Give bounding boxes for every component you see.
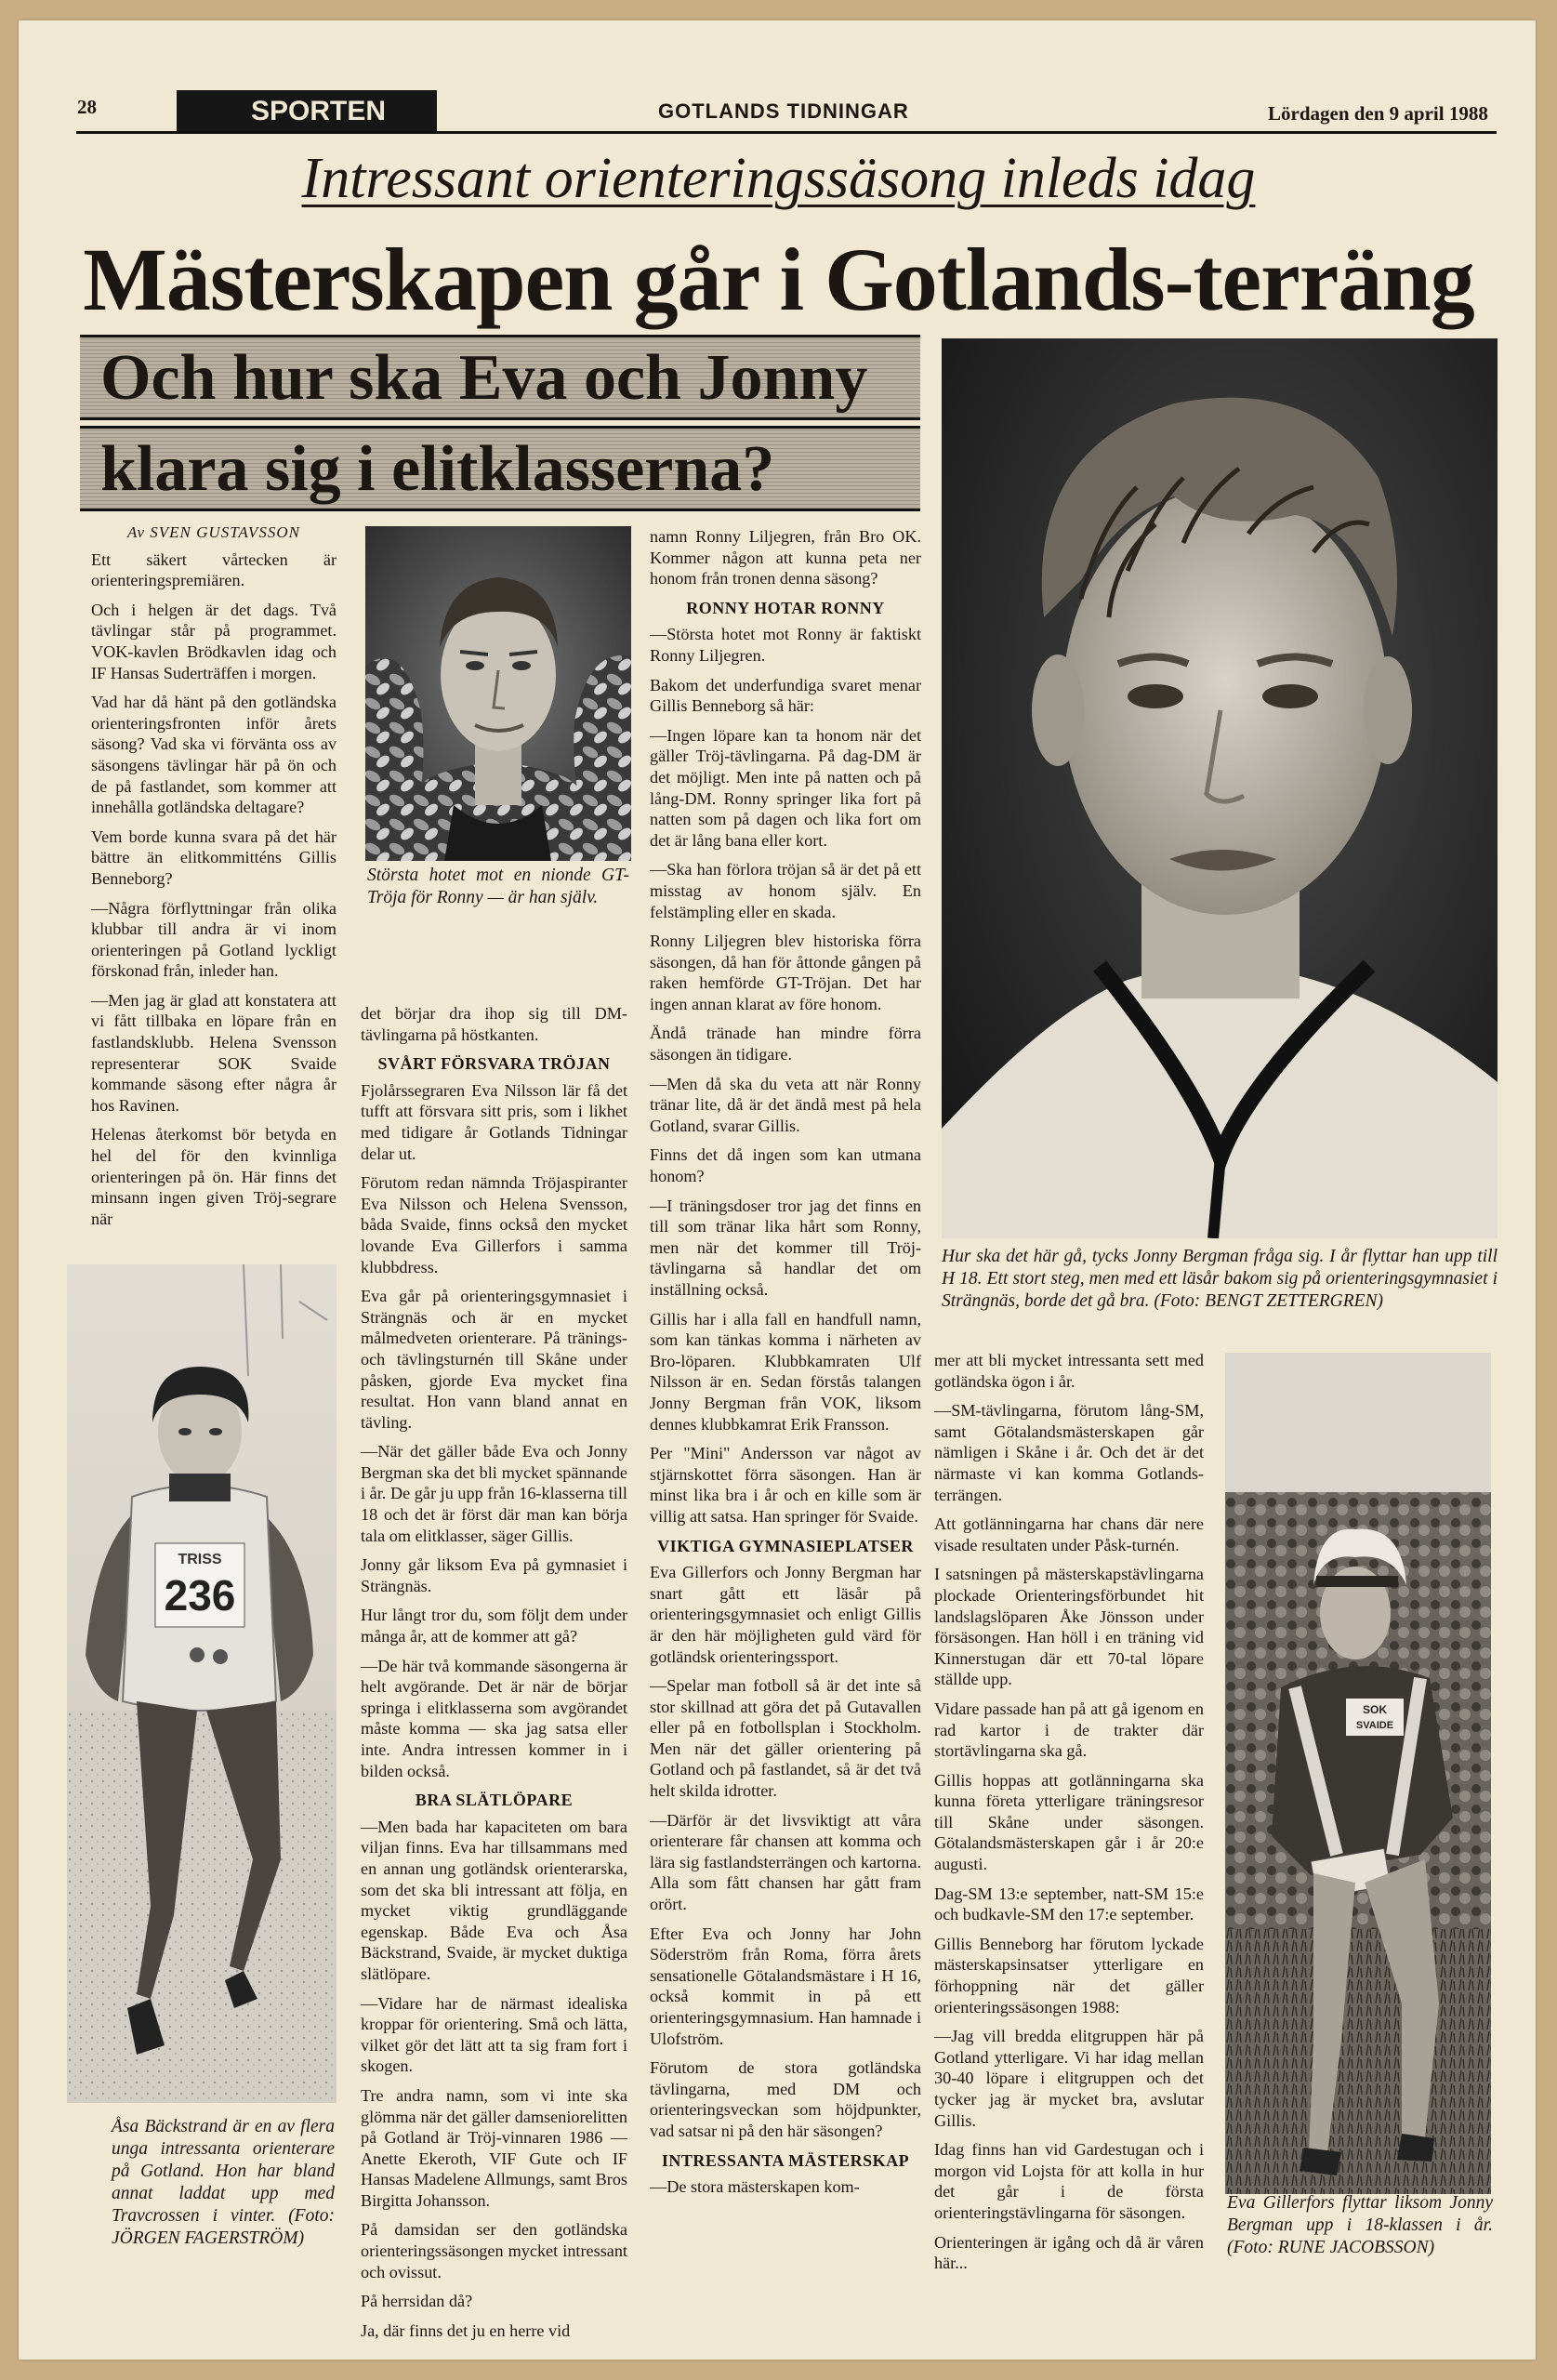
paragraph: Hur långt tror du, som följt dem under många år, att de kommer att gå? xyxy=(361,1606,627,1646)
paragraph: —Men jag är glad att konstatera att vi fått tillbaka en löpare från en fastlandsklubb. Helena Svensson representerar SOK Svaide kommande säsong efter några år hos Ravinen. xyxy=(91,990,336,1115)
asa-backstrand-photo xyxy=(67,1264,336,2103)
paragraph: —I träningsdoser tror jag det finns en till som tränar lika hårt som Ronny, men när det kommer till Tröj-tävlingarna så handlar det om inställning också. xyxy=(650,1196,921,1299)
deck-line-1: Och hur ska Eva och Jonny xyxy=(80,335,920,420)
paragraph: Ett säkert vårtecken är orienteringspremiären. xyxy=(91,549,336,590)
paragraph: Förutom de stora gotländska tävlingarna, med DM och orienteringsveckan som höjdpunkter, vad satsar ni på den här säsongen? xyxy=(650,2058,921,2140)
paragraph: Vad har då hänt på den gotländska orienteringsfronten inför årets säsong? Vad ska vi förvänta oss av säsongens tävlingar här på ön och de på fastlandet, som kommer att innehålla gotländska deltagare? xyxy=(91,693,336,817)
paragraph: —SM-tävlingarna, förutom lång-SM, samt Götalandsmästerskapen går nämligen i Skåne i år. Och det är det närmaste vi kan komma Gotlands-terrängen. xyxy=(934,1401,1204,1504)
article-column-4 xyxy=(934,1350,1204,2282)
paragraph: namn Ronny Liljegren, från Bro OK. Kommer någon att kunna peta ner honom från tronen denna säsong? xyxy=(650,527,921,588)
ronny-photo-caption: Största hotet mot en nionde GT-Tröja för Ronny — är han själv. xyxy=(367,866,629,907)
paragraph: Ändå tränade han mindre förra säsongen än tidigare. xyxy=(650,1024,921,1064)
paragraph: —Vidare har de närmast idealiska kroppar för orientering. Små och lätta, vilket gör det lätt att ta sig fram fort i skogen. xyxy=(361,1993,627,2076)
jonny-photo-caption xyxy=(942,1246,1498,1313)
shirt-text-2: SVAIDE xyxy=(1355,1720,1394,1731)
paragraph: —Ska han förlora tröjan så är det på ett misstag av honom själv. En felstämpling eller en skada. xyxy=(650,860,921,921)
paragraph: Vem borde kunna svara på det här bättre än elitkommitténs Gillis Benneborg? xyxy=(91,826,336,888)
subheading: VIKTIGA GYMNASIEPLATSER xyxy=(657,1536,914,1555)
jonny-bergman-photo xyxy=(942,338,1498,1238)
shirt-text-1: SOK xyxy=(1362,1703,1388,1716)
article-headline: Mästerskapen går i Gotlands-terräng xyxy=(83,230,1474,329)
newspaper-name: GOTLANDS TIDNINGAR xyxy=(658,99,909,123)
paragraph: —När det gäller både Eva och Jonny Bergman ska det bli mycket spännande i år. De går ju upp från 16-klasserna till 18 och det är först där man kan börja tala om elitklasser, säger Gillis. xyxy=(361,1442,627,1545)
paragraph: På herrsidan då? xyxy=(361,2292,473,2311)
paragraph: —Spelar man fotboll så är det inte så stor skillnad att göra det på Gutavallen eller på en fotbollsplan i Stockholm. Men när det gäller orientering på Gotland och på fastlandet, så är det två helt skilda idrotter. xyxy=(650,1676,921,1801)
paragraph: —Ingen löpare kan ta honom när det gäller Tröj-tävlingarna. På dag-DM är det möjligt. Men inte på natten och på lång-DM. Ronny springer lika fort på natten som på dagen och lika fort om det är lång bana eller kort. xyxy=(650,725,921,850)
bib-number-text: 236 xyxy=(164,1571,236,1620)
jonny-caption-text: Hur ska det här gå, tycks Jonny Bergman fråga sig. I år flyttar han upp till H 18. Ett stort steg, men med ett läsår bakom sig på orienteringsgymnasiet i Strängnäs, borde det gå bra. xyxy=(942,1247,1498,1311)
article-column-2 xyxy=(361,1003,627,2349)
article-column-1 xyxy=(91,522,336,1237)
paragraph: Efter Eva och Jonny har John Söderström från Roma, förra årets sensationelle Götalandsmästare i H 16, också kommit in på ett orienteringsgymnasium. Han hamnade i Ulofström. xyxy=(650,1924,921,2048)
paragraph: Ja, där finns det ju en herre vid xyxy=(361,2320,571,2340)
paragraph: Gillis Benneborg har förutom lyckade mästerskapsinsatser ytterligare en förhoppning när det gäller orienteringssäsongen 1988: xyxy=(934,1934,1204,2016)
paragraph: Per "Mini" Andersson var något av stjärnskottet förra säsongen. Han är minst lika bra i år och en kille som är villig att satsa. Han springer för Svaide. xyxy=(650,1444,921,1526)
page-number: 28 xyxy=(77,96,97,118)
asa-photo-caption xyxy=(112,2116,335,2250)
eva-gillerfors-photo xyxy=(1225,1353,1491,2194)
paragraph: Gillis hoppas att gotlänningarna ska kunna företa ytterligare träningsresor till Skåne under säsongen. Götalandsmästerskapen går i år 20:e augusti. xyxy=(934,1770,1204,1874)
paragraph: Dag-SM 13:e september, natt-SM 15:e och budkavle-SM den 17:e september. xyxy=(934,1884,1204,1924)
paragraph: Eva går på orienteringsgymnasiet i Strängnäs och är en mycket målmedveten orienterare. På tränings- och tävlingsturnén till Skåne under påsken, gjorde Eva mycket fina resultat. Hon vann bland annat en tävling. xyxy=(361,1287,627,1432)
header-rule xyxy=(76,131,1497,134)
paragraph: —Men då ska du veta att när Ronny tränar lite, då är det ändå mest på hela Gotland, svarar Gillis. xyxy=(650,1074,921,1135)
article-column-3 xyxy=(650,526,921,2206)
paragraph: Bakom det underfundiga svaret menar Gillis Benneborg så här: xyxy=(650,675,921,716)
paragraph: Idag finns han vid Gardestugan och i morgon vid Lojsta för att kolla in hur det går i de första orienteringstävlingarna för säsongen. xyxy=(934,2140,1204,2222)
paragraph: Jonny går liksom Eva på gymnasiet i Strängnäs. xyxy=(361,1555,627,1595)
asa-photo-credit: (Foto: JÖRGEN FAGERSTRÖM) xyxy=(112,2206,336,2248)
jonny-photo-credit: (Foto: BENGT ZETTERGREN) xyxy=(1154,1291,1384,1311)
paragraph: Gillis har i alla fall en handfull namn, som kan tänkas komma i närheten av Bro-löparen. Klubbkamraten Ulf Nilsson är en. Sedan förstås talangen Jonny Bergman från VOK, liksom dennes klubbkamrat Erik Fransson. xyxy=(650,1309,921,1434)
deck-line-2: klara sig i elitklasserna? xyxy=(80,426,920,511)
paragraph: Helenas återkomst bör betyda en hel del för den kvinnliga orienteringen på ön. Här finns det minsann ingen given Tröj-segrare när xyxy=(91,1125,336,1228)
paragraph: Vidare passade han på att gå igenom en rad kartor i de trakter där stortävlingarna ska gå. xyxy=(934,1699,1204,1761)
eva-photo-caption xyxy=(1227,2192,1493,2259)
asa-caption-text: Åsa Bäckstrand är en av flera unga intressanta orienterare på Gotland. Hon har bland annat laddat upp med Travcrossen i vinter. xyxy=(112,2117,335,2226)
paragraph: På damsidan ser den gotländska orienteringssäsongen mycket intressant och ovissut. xyxy=(361,2220,627,2281)
paragraph: Finns det då ingen som kan utmana honom? xyxy=(650,1145,921,1186)
paragraph: —Jag vill bredda elitgruppen här på Gotland ytterligare. Vi har idag mellan 30-40 löpare i elitgruppen och det tycker jag är mycket bra, avslutar Gillis. xyxy=(934,2027,1204,2130)
paragraph: —De stora mästerskapen kom- xyxy=(650,2177,860,2197)
paragraph: —Men bada har kapaciteten om bara viljan finns. Eva har tillsammans med en annan ung gotländsk orienterarska, som det ska bli intressant att följa, en mycket viktig grundläggande egenskap. Både Eva och Åsa Bäckstrand, Svaide, är mycket duktiga slätlöpare. xyxy=(361,1817,627,1983)
paragraph: det börjar dra ihop sig till DM-tävlingarna på höstkanten. xyxy=(361,1004,627,1044)
eva-caption-text: Eva Gillerfors flyttar liksom Jonny Bergman upp i 18-klassen i år. xyxy=(1227,2193,1493,2235)
paragraph: —De här två kommande säsongerna är helt avgörande. Det är när de börjar springa i elitklasserna som avgörandet måste komma — ska jag satsa eller inte. Andra intressen kommer in i bilden också. xyxy=(361,1656,627,1780)
paragraph: —Därför är det livsviktigt att våra orienterare får chansen att komma och lära sig fastlandsterrängen och kartorna. Alla som fått chansen har gått fram orört. xyxy=(650,1810,921,1914)
eva-photo-credit: (Foto: RUNE JACOBSSON) xyxy=(1227,2238,1435,2257)
paragraph: Ronny Liljegren blev historiska förra säsongen, då han för åttonde gången på raken hemförde GT-Tröjan. Det har ingen annan klarat av före honom. xyxy=(650,932,921,1013)
paragraph: Orienteringen är igång och då är våren här... xyxy=(934,2232,1204,2273)
byline: Av SVEN GUSTAVSSON xyxy=(127,523,300,541)
paragraph: Eva Gillerfors och Jonny Bergman har snart gått ett läsår på orienteringsgymnasiet och enligt Gillis är den här möjligheten guld värd för gotländsk orienteringssport. xyxy=(650,1563,921,1666)
article-kicker: Intressant orienteringssäsong inleds idag xyxy=(301,147,1256,210)
issue-date: Lördagen den 9 april 1988 xyxy=(1268,102,1488,125)
section-label: SPORTEN xyxy=(177,90,437,133)
bib-sponsor-text: TRISS xyxy=(178,1552,222,1567)
subheading: RONNY HOTAR RONNY xyxy=(686,598,885,617)
subheading: BRA SLÄTLÖPARE xyxy=(415,1791,574,1810)
paragraph: Att gotlänningarna har chans där nere visade resultaten under Påsk-turnén. xyxy=(934,1514,1204,1554)
subheading: INTRESSANTA MÄSTERSKAP xyxy=(661,2150,910,2170)
paragraph: Tre andra namn, som vi inte ska glömma när det gäller damseniorelitten på Gotland är Tröj-vinnaren 1986 — Anette Ekeroth, VIF Gute och IF Hansas Madelene Allmungs, samt Bros Birgitta Johansson. xyxy=(361,2085,627,2210)
paragraph: I satsningen på mästerskapstävlingarna plockade Orienteringsförbundet hit landslagslöparen Åke Jönsson under försäsongen. Han höll i en träning vid Kinnerstugan där ett 70-tal löpare ställde upp. xyxy=(934,1565,1204,1689)
subheading: SVÅRT FÖRSVARA TRÖJAN xyxy=(377,1054,611,1074)
paragraph: —Största hotet mot Ronny är faktiskt Ronny Liljegren. xyxy=(650,625,921,665)
paragraph: Fjolårssegraren Eva Nilsson lär få det tufft att försvara sitt pris, som i likhet med tidigare år Gotlands Tidningar delar ut. xyxy=(361,1080,627,1163)
paragraph: Förutom redan nämnda Tröjaspiranter Eva Nilsson och Helena Svensson, båda Svaide, finns också den mycket lovande Eva Gillerfors i samma klubbdress. xyxy=(361,1173,627,1276)
ronny-liljegren-photo xyxy=(365,526,631,861)
paragraph: Och i helgen är det dags. Två tävlingar står på programmet. VOK-kavlen Brödkavlen idag och IF Hansas Suderträffen i morgen. xyxy=(91,600,336,682)
paragraph: mer att bli mycket intressanta sett med gotländska ögon i år. xyxy=(934,1351,1204,1391)
paragraph: —Några förflyttningar från olika klubbar till andra är vi inom orienteringen på Gotland lyckligt förskonad från, inleder han. xyxy=(91,898,336,981)
